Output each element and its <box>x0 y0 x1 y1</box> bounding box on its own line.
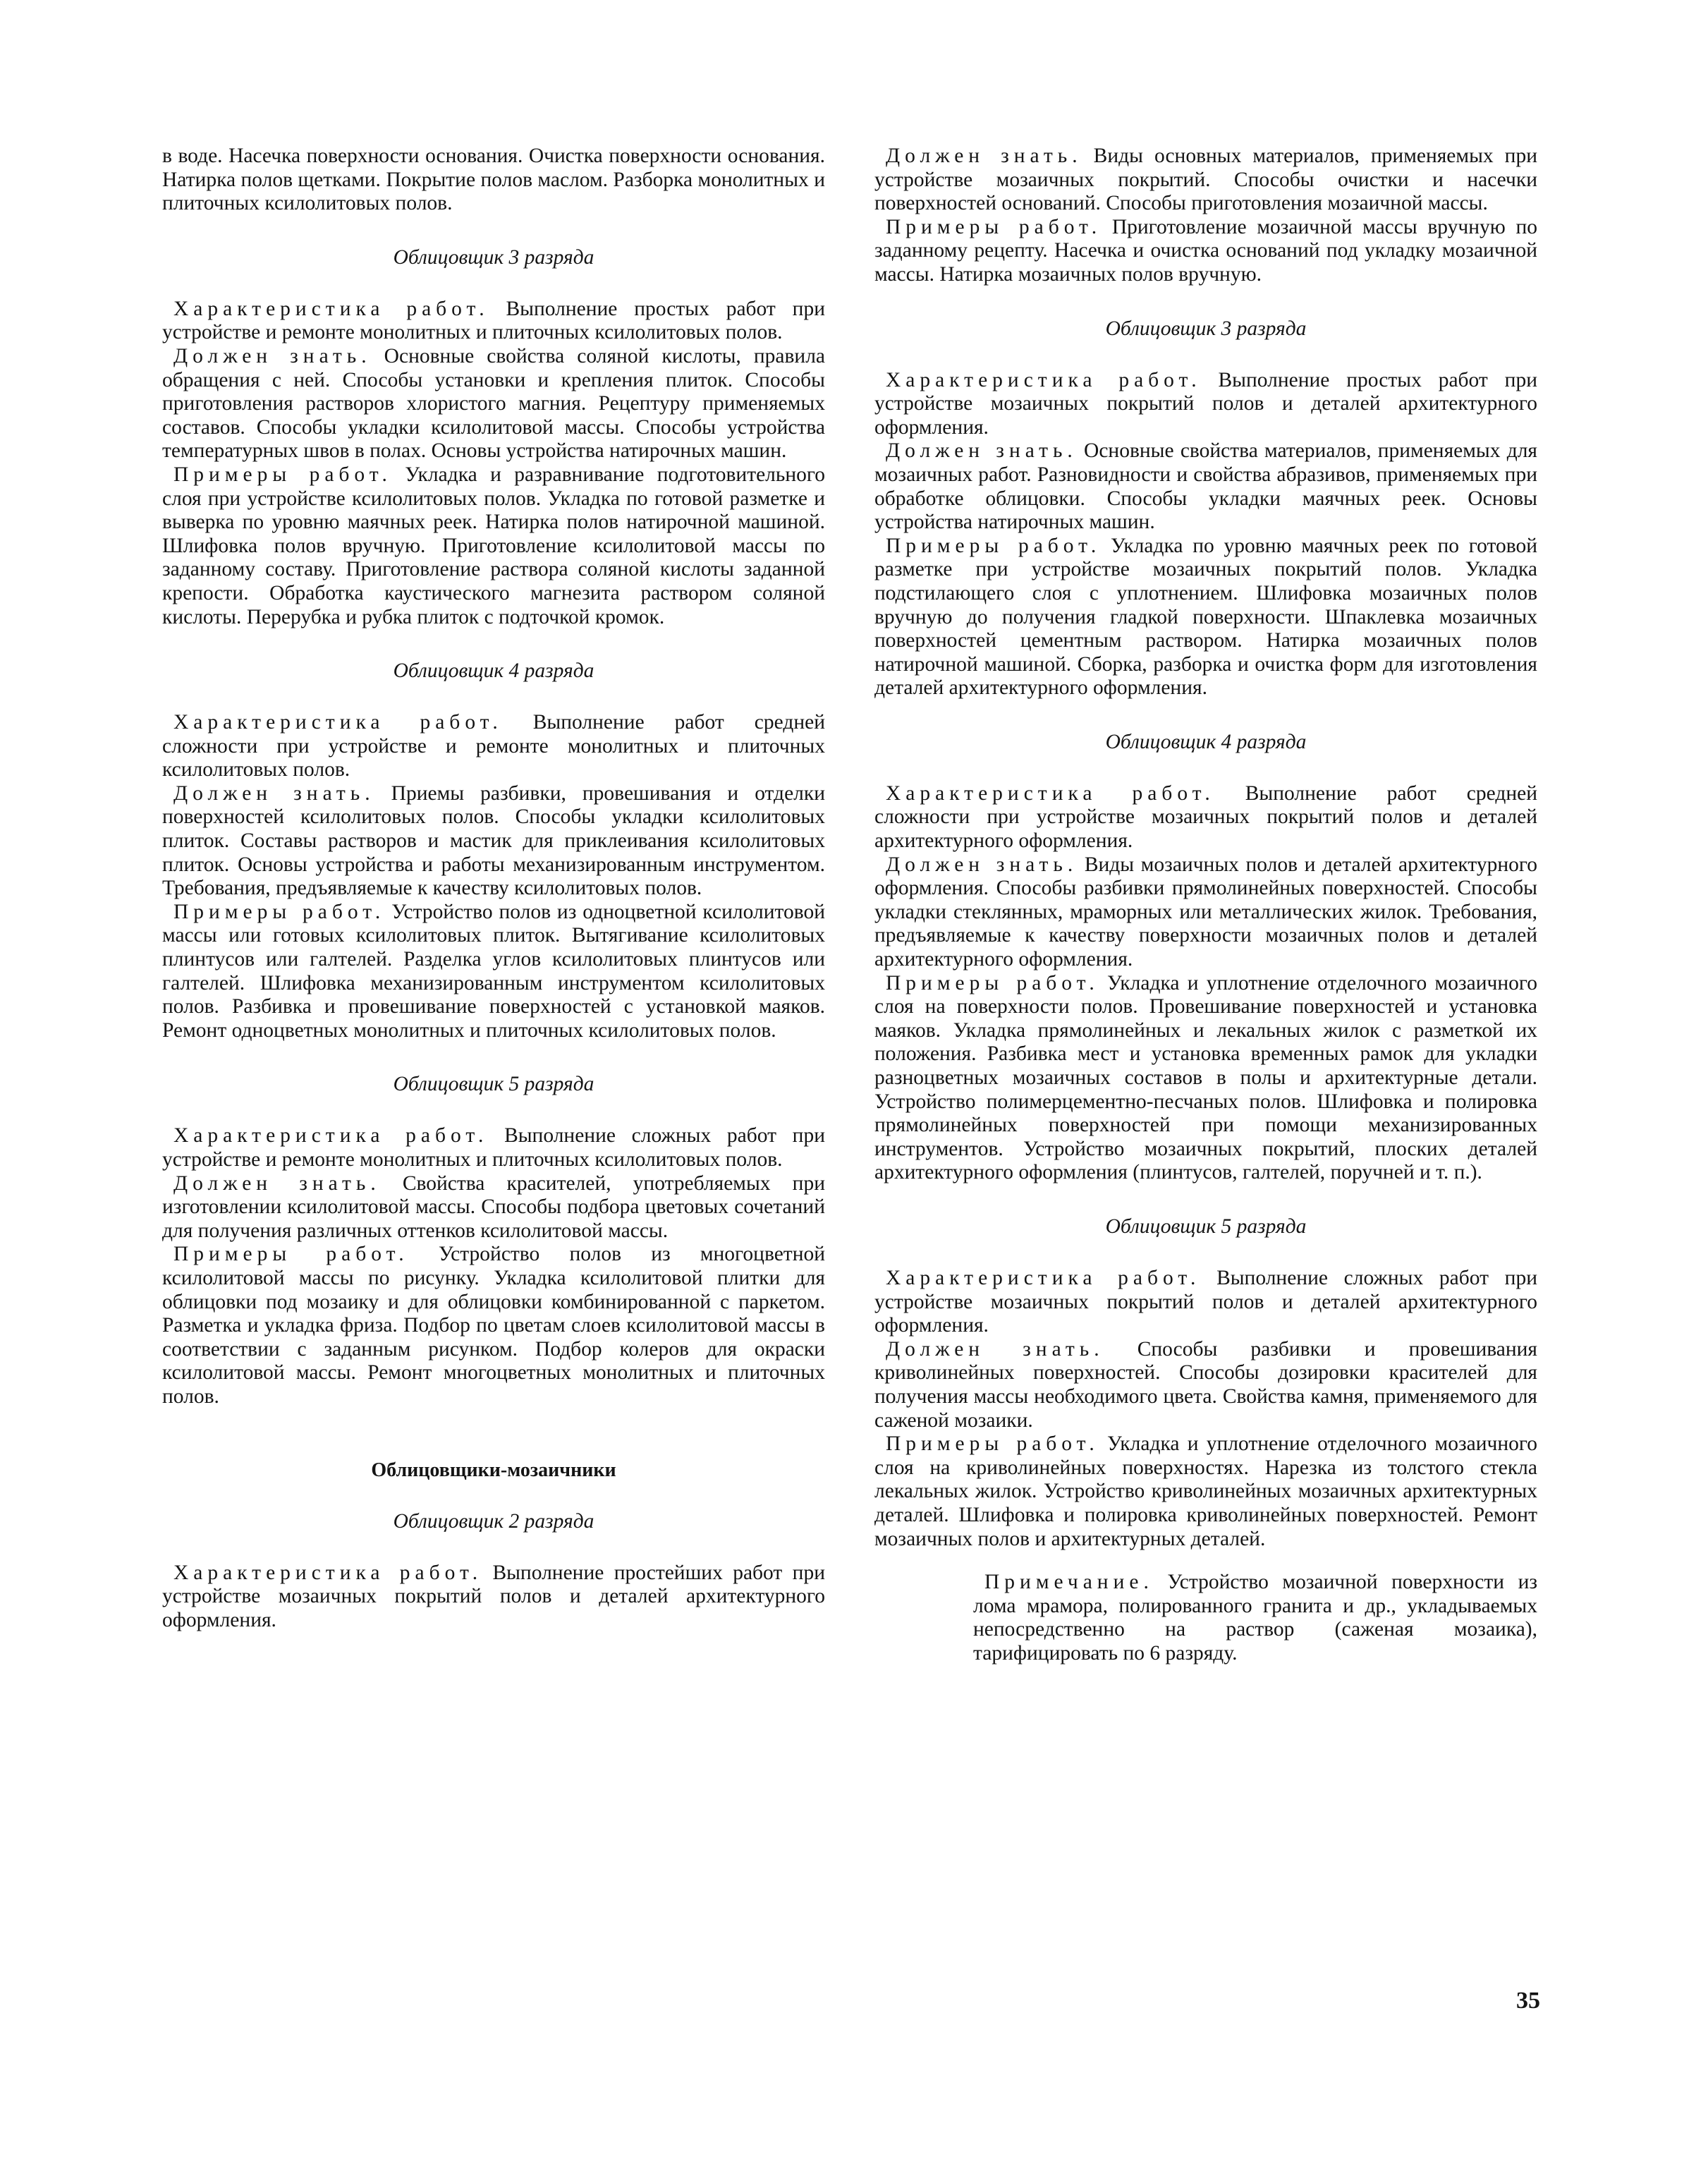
left-section-3 <box>162 245 825 629</box>
section-heading: Облицовщик 4 разряда <box>393 659 594 683</box>
examples-paragraph <box>874 216 1537 287</box>
section-heading: Облицовщик 5 разряда <box>1105 1215 1307 1238</box>
note-text: Устройство мозаичной поверхности из лома мрамора, полированного гранита и др., укладываемых непосредственно на раствор (саженая мозаика), тарифицировать по 6 разряду. <box>973 1571 1538 1665</box>
examples-paragraph <box>162 901 825 1043</box>
left-column <box>162 145 825 1632</box>
characteristic-paragraph <box>874 1267 1537 1338</box>
examples-paragraph <box>874 1432 1537 1551</box>
knowledge-text: Основные свойства соляной кислоты, правила обращения с ней. Способы установки и крепления плиток. Способы приготовления растворов хлористого магния. Рецептуру применяемых составов. Способы укладки ксилолитовой массы. Способы устройства температурных швов в полах. Основы устройства натирочных машин. <box>162 344 826 463</box>
characteristic-paragraph <box>162 711 825 782</box>
knowledge-lead: Должен знать. <box>886 439 1078 463</box>
section-heading: Облицовщик 3 разряда <box>1105 317 1307 340</box>
characteristic-text: Выполнение простых работ при устройстве мозаичных покрытий полов и деталей архитектурного оформления. <box>874 368 1537 439</box>
characteristic-text: Выполнение работ средней сложности при устройстве мозаичных покрытий полов и деталей архитектурного оформления. <box>874 781 1538 853</box>
left-intro-paragraph: в воде. Насечка поверхности основания. Очистка поверхности основания. Натирка полов щетками. Покрытие полов маслом. Разборка монолитных и плиточных ксилолитовых полов. <box>162 145 825 215</box>
examples-text: Укладка по уровню маячных реек по готовой разметке при устройстве мозаичных покрытий полов. Укладка подстилающего слоя с уплотнением. Шлифовка мозаичных полов вручную до получения гладкой поверхности. Шпаклевка мозаичных поверхностей цементным раствором. Натирка мозаичных полов натирочной машиной. Сборка, разборка и очистка форм для изготовления деталей архитектурного оформления. <box>874 534 1538 700</box>
page-number: 35 <box>1516 1988 1540 2014</box>
characteristic-lead: Характеристика работ. <box>173 1561 483 1584</box>
characteristic-text: Выполнение простейших работ при устройстве мозаичных покрытий полов и деталей архитектурного оформления. <box>162 1561 825 1631</box>
right-section-4 <box>874 730 1537 1185</box>
characteristic-text: Выполнение сложных работ при устройстве и ремонте монолитных и плиточных ксилолитовых полов. <box>162 1124 825 1171</box>
knowledge-text: Виды основных материалов, применяемых при устройстве мозаичных покрытий. Способы очистки и насечки поверхностей оснований. Способы приготовления мозаичной массы. <box>874 145 1537 215</box>
knowledge-paragraph <box>874 853 1537 972</box>
knowledge-lead: Должен знать. <box>173 344 372 367</box>
characteristic-paragraph <box>162 1124 825 1172</box>
knowledge-text: Основные свойства материалов, применяемых для мозаичных работ. Разновидности и свойства абразивов, применяемых при обработке облицовки. Способы укладки маячных реек. Основы устройства натирочных машин. <box>874 439 1537 534</box>
left-section-5 <box>162 1072 825 1408</box>
examples-text: Укладка и разравнивание подготовительного слоя при устройстве ксилолитовых полов. Укладка по готовой разметке и выверка по уровню маячных реек. Натирка полов натирочной машиной. Шлифовка полов вручную. Приготовление ксилолитовой массы по заданному составу. Приготовление раствора соляной кислоты заданной крепости. Обработка каустического магнезита раствором соляной кислоты. Перерубка и рубка плиток с подточкой кромок. <box>162 463 826 628</box>
knowledge-lead: Должен знать. <box>886 145 1082 167</box>
mosaic-section-title: Облицовщики-мозаичники <box>371 1459 616 1481</box>
examples-paragraph <box>874 972 1537 1185</box>
characteristic-paragraph <box>162 298 825 345</box>
examples-lead: Примеры работ. <box>173 463 392 486</box>
examples-lead: Примеры работ. <box>173 900 386 923</box>
left-section-4 <box>162 659 825 1042</box>
knowledge-paragraph <box>162 345 825 463</box>
knowledge-paragraph <box>874 145 1537 216</box>
knowledge-paragraph <box>162 782 825 901</box>
examples-text: Укладка и уплотнение отделочного мозаичного слоя на поверхности полов. Провешивание поверхностей и установка маяков. Укладка прямолинейных и лекальных жилок с разметкой их положения. Разбивка мест и установка временных рамок для укладки разноцветных мозаичных составов в полы и архитектурные детали. Устройство полимерцементно-песчаных полов. Шлифовка и полировка прямолинейных поверхностей при помощи механизированных инструментов. Устройство мозаичных покрытий, плоских деталей архитектурного оформления (плинтусов, галтелей, поручней и т. п.). <box>874 971 1537 1184</box>
examples-lead: Примеры работ. <box>886 971 1099 994</box>
characteristic-paragraph <box>874 782 1537 853</box>
mosaic-characteristic-paragraph <box>162 1562 825 1633</box>
characteristic-lead: Характеристика работ. <box>173 711 503 734</box>
examples-text: Приготовление мозаичной массы вручную по заданному рецепту. Насечка и очистка оснований под укладку мозаичной массы. Натирка мозаичных полов вручную. <box>874 215 1538 286</box>
knowledge-text: Приемы разбивки, провешивания и отделки поверхностей ксилолитовых полов. Способы укладки ксилолитовых плиток. Составы растворов и мастик для приклеивания ксилолитовых плиток. Основы устройства и работы механизированным инструментом. Требования, предъявляемые к качеству ксилолитовых полов. <box>162 781 825 900</box>
examples-lead: Примеры работ. <box>886 534 1102 557</box>
characteristic-lead: Характеристика работ. <box>173 297 489 320</box>
knowledge-paragraph <box>874 439 1537 534</box>
knowledge-paragraph <box>874 1338 1537 1432</box>
note-paragraph <box>973 1571 1537 1665</box>
characteristic-text: Выполнение работ средней сложности при устройстве и ремонте монолитных и плиточных ксилолитовых полов. <box>162 711 826 781</box>
characteristic-text: Выполнение простых работ при устройстве и ремонте монолитных и плиточных ксилолитовых полов. <box>162 297 825 344</box>
examples-text: Устройство полов из многоцветной ксилолитовой массы по рисунку. Укладка ксилолитовой плитки для облицовки под мозаику и для облицовки комбинированной с паркетом. Разметка и укладка фриза. Подбор по цветам слоев ксилолитовой массы в соответствии с заданным рисунком. Подбор колеров для окраски ксилолитовой массы. Ремонт многоцветных монолитных и плиточных полов. <box>162 1243 826 1408</box>
section-heading: Облицовщик 4 разряда <box>1105 730 1307 753</box>
examples-lead: Примеры работ. <box>886 1432 1099 1456</box>
section-heading: Облицовщик 5 разряда <box>393 1073 594 1096</box>
mosaic-grade-2-heading: Облицовщик 2 разряда <box>393 1509 594 1533</box>
knowledge-lead: Должен знать. <box>173 781 375 805</box>
examples-text: Устройство полов из одноцветной ксилолитовой массы или готовых ксилолитовых плиток. Вытягивание ксилолитовых плинтусов или галтелей. Разделка углов ксилолитовых плинтусов или галтелей. Шлифовка механизированным инструментом ксилолитовых полов. Разбивка и провешивание поверхностей с установкой маяков. Ремонт одноцветных монолитных и плиточных ксилолитовых полов. <box>162 900 825 1042</box>
examples-paragraph <box>874 535 1537 700</box>
examples-paragraph <box>162 463 825 629</box>
examples-text: Укладка и уплотнение отделочного мозаичного слоя на криволинейных поверхностях. Нарезка из толстого стекла лекальных жилок. Устройство криволинейных мозаичных архитектурных деталей. Шлифовка и полировка криволинейных поверхностей. Ремонт мозаичных полов и архитектурных деталей. <box>874 1432 1537 1550</box>
section-heading: Облицовщик 3 разряда <box>393 245 594 269</box>
characteristic-lead: Характеристика работ. <box>173 1124 489 1148</box>
knowledge-paragraph <box>162 1172 825 1243</box>
right-section-5 <box>874 1215 1537 1551</box>
knowledge-text: Способы разбивки и провешивания криволинейных поверхностей. Способы дозировки красителей для получения массы необходимого цвета. Свойства камня, применяемого для саженой мозаики. <box>874 1337 1538 1432</box>
right-column <box>874 145 1537 1665</box>
characteristic-paragraph <box>874 369 1537 440</box>
characteristic-text: Выполнение сложных работ при устройстве мозаичных покрытий полов и деталей архитектурного оформления. <box>874 1266 1537 1337</box>
right-section-3 <box>874 317 1537 700</box>
examples-lead: Примеры работ. <box>886 215 1102 238</box>
characteristic-lead: Характеристика работ. <box>886 1266 1201 1289</box>
knowledge-text: Свойства красителей, употребляемых при изготовлении ксилолитовой массы. Способы подбора цветовых сочетаний для получения различных оттенков ксилолитовой массы. <box>162 1172 825 1242</box>
examples-paragraph <box>162 1243 825 1408</box>
knowledge-text: Виды мозаичных полов и деталей архитектурного оформления. Способы разбивки прямолинейных поверхностей. Способы укладки стеклянных, мраморных или металлических жилок. Требования, предъявляемые к качеству поверхности мозаичных полов и деталей архитектурного оформления. <box>874 853 1537 971</box>
characteristic-lead: Характеристика работ. <box>886 781 1215 805</box>
knowledge-lead: Должен знать. <box>886 1337 1104 1361</box>
knowledge-lead: Должен знать. <box>886 853 1078 876</box>
characteristic-lead: Характеристика работ. <box>886 368 1202 391</box>
examples-lead: Примеры работ. <box>173 1243 409 1266</box>
note-lead: Примечание. <box>984 1571 1154 1594</box>
knowledge-lead: Должен знать. <box>173 1172 381 1195</box>
